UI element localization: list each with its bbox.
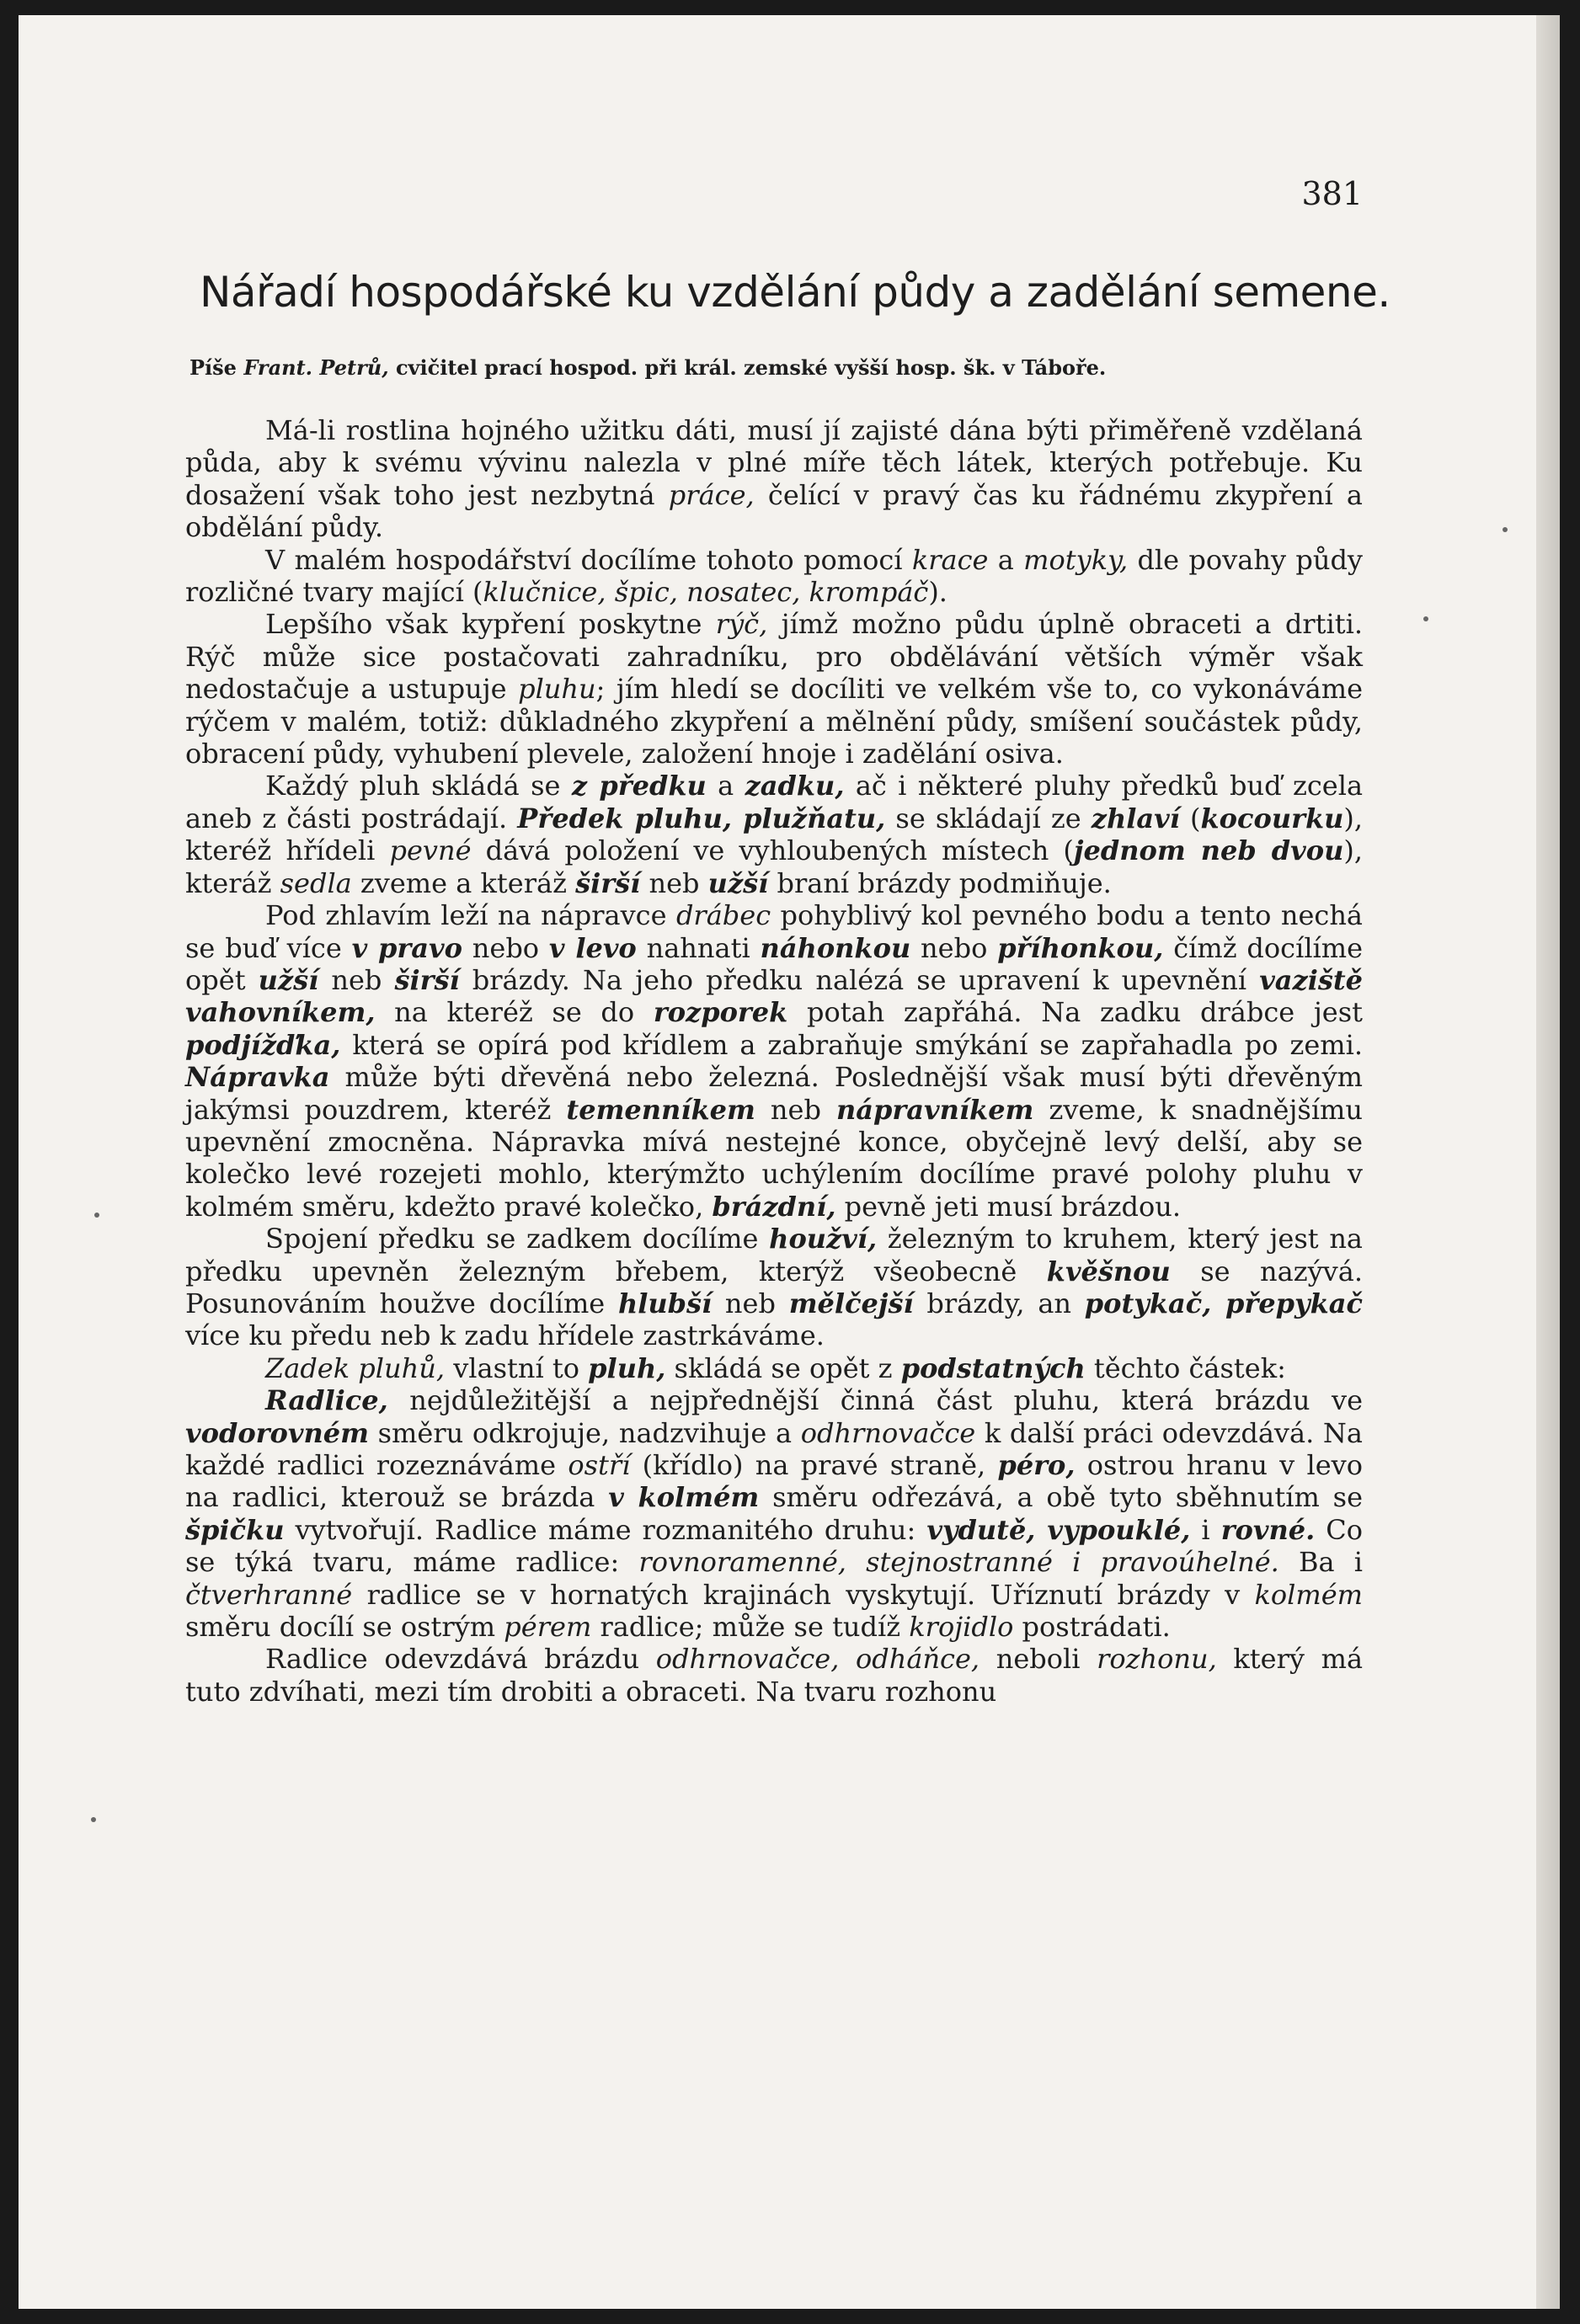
paragraph-5 xyxy=(185,899,1363,1223)
text: Pod zhlavím leží na nápravce xyxy=(265,899,676,932)
text: i xyxy=(1190,1513,1221,1546)
emphasis: hlubší xyxy=(617,1287,713,1319)
text: těchto částek: xyxy=(1085,1351,1286,1384)
emphasis: drábec xyxy=(675,899,771,932)
emphasis: pérem xyxy=(504,1611,592,1644)
page-edge xyxy=(1536,15,1560,2309)
emphasis: kocourku xyxy=(1200,802,1344,834)
text: se skládají ze xyxy=(885,802,1092,834)
paragraph-4 xyxy=(185,770,1363,899)
paragraph-7 xyxy=(185,1352,1363,1384)
emphasis: odhrnovačce, odháňce, xyxy=(655,1643,980,1676)
emphasis: krace xyxy=(911,543,989,576)
text: železným to kruhem, který jest na předku upevněn železným břebem, kterýž všeobecně xyxy=(185,1223,1364,1287)
byline-rest: cvičitel prací hospod. při král. zemské vyšší hosp. šk. v Táboře. xyxy=(395,355,1107,380)
text: brázdy. Na jeho předku nalézá se upravení k upevnění xyxy=(459,963,1260,996)
paragraph-1 xyxy=(185,414,1363,544)
text: potah zapřáhá. Na zadku drábce jest xyxy=(787,996,1364,1029)
text: (křídlo) na pravé straně, xyxy=(630,1449,998,1481)
emphasis: Zadek pluhů, xyxy=(265,1351,446,1384)
text: Každý pluh skládá se xyxy=(265,770,572,802)
emphasis: širší xyxy=(575,866,641,899)
emphasis: rovné. xyxy=(1220,1513,1316,1546)
text: ; jím hledí se docíliti ve velkém vše to, co vykonáváme rýčem v malém, totiž: důkladného zkypření a mělnění půdy, smíšení součástek půdy, obracení půdy, vyhubení plevele, založení hnoje i zadělání osiva. xyxy=(185,673,1364,770)
text: ač i některé pluhy předků buď zcela aneb z části postrádají. xyxy=(185,770,1364,834)
page-number: 381 xyxy=(1301,175,1363,212)
emphasis: houžví, xyxy=(769,1223,878,1255)
byline-prefix: Píše xyxy=(189,355,237,380)
text: dává položení ve vyhloubených místech ( xyxy=(471,834,1074,867)
paragraph-3 xyxy=(185,608,1363,770)
emphasis: vydutě, vypouklé, xyxy=(926,1513,1191,1546)
emphasis: mělčejší xyxy=(788,1287,914,1319)
emphasis: pluhu xyxy=(518,673,596,706)
text: směru docílí se ostrým xyxy=(185,1611,504,1644)
emphasis: pevné xyxy=(389,834,472,867)
emphasis: klučnice, špic, nosatec, krompáč xyxy=(483,576,929,609)
emphasis: Radlice, xyxy=(265,1384,388,1417)
emphasis: podjížďka, xyxy=(185,1028,341,1061)
text: jímž možno půdu úplně obraceti a drtiti. Rýč může sice postačovati zahradníku, pro obdělávání větších výměr však nedostačuje a ustupuje xyxy=(185,608,1364,706)
text: radlice se v hornatých krajinách vyskytují. Uříznutí brázdy v xyxy=(352,1578,1255,1611)
emphasis: kolmém xyxy=(1254,1578,1363,1611)
text: Radlice odevzdává brázdu xyxy=(265,1643,656,1676)
text: zveme a kteráž xyxy=(351,866,576,899)
text: na kteréž se do xyxy=(375,996,654,1029)
emphasis: čtverhranné xyxy=(185,1578,353,1611)
emphasis: péro, xyxy=(997,1449,1076,1481)
emphasis: pluh, xyxy=(588,1351,666,1384)
emphasis: z předku xyxy=(571,770,707,802)
text: ( xyxy=(1179,802,1201,834)
text: směru odkrojuje, nadzvihuje a xyxy=(368,1416,801,1449)
emphasis: jednom neb dvou xyxy=(1073,834,1344,867)
text: čímž docílíme opět xyxy=(185,931,1364,996)
text: nebo xyxy=(910,931,998,964)
text: V malém hospodářství docílíme tohoto pomocí xyxy=(265,543,912,576)
text: ), kteréž hřídeli xyxy=(185,802,1364,867)
text: vlastní to xyxy=(445,1351,589,1384)
emphasis: v kolmém xyxy=(608,1481,760,1514)
text: pevně jeti musí brázdou. xyxy=(835,1190,1182,1223)
text: zveme, k snadnějšímu upevnění zmocněna. Nápravka mívá nestejné konce, obyčejně levý delší, aby se kolečko levé rozejeti mohlo, kterýmžto uchýlením docílíme pravé polohy pluhu v kolmém směru, kdežto pravé kolečko, xyxy=(185,1093,1364,1223)
text: se nazývá. Posunováním houžve docílíme xyxy=(185,1255,1364,1319)
scan-speck xyxy=(1503,527,1508,532)
scan-speck xyxy=(94,1213,99,1218)
text: Lepšího však kypření poskytne xyxy=(265,608,716,641)
text: může býti dřevěná nebo železná. Poslednější však musí býti dřevěným jakýmsi pouzdrem, kteréž xyxy=(185,1061,1363,1126)
byline xyxy=(189,355,1369,380)
text: více ku předu neb k zadu hřídele zastrkáváme. xyxy=(185,1319,825,1352)
text: pohyblivý kol pevného bodu a tento nechá se buď více xyxy=(185,899,1364,964)
emphasis: ostří xyxy=(568,1449,631,1481)
emphasis: příhonkou, xyxy=(997,931,1164,964)
text: která se opírá pod křídlem a zabraňuje smýkání se zapřahadla po zemi. xyxy=(340,1028,1363,1061)
emphasis: rovnoramenné, stejnostranné i pravoúhelné. xyxy=(638,1546,1279,1579)
emphasis: v levo xyxy=(548,931,637,964)
emphasis: špičku xyxy=(185,1513,285,1546)
emphasis: kvěšnou xyxy=(1046,1255,1171,1287)
emphasis: Nápravka xyxy=(185,1061,330,1094)
text: Má-li rostlina hojného užitku dáti, musí jí zajisté dána býti přiměřeně vzdělaná půda, aby k svému vývinu nalezla v plné míře těch látek, kterých potřebuje. Ku dosažení však toho jest nezbytná xyxy=(185,414,1363,511)
emphasis: rýč, xyxy=(715,608,768,641)
text: nebo xyxy=(462,931,549,964)
text: a xyxy=(988,543,1024,576)
text: neb xyxy=(712,1287,789,1319)
paragraph-6 xyxy=(185,1223,1363,1352)
emphasis: vodorovném xyxy=(185,1416,369,1449)
text: skládá se opět z xyxy=(665,1351,901,1384)
text: ostrou hranu v levo na radlici, kterouž se brázda xyxy=(185,1449,1364,1514)
text: neb xyxy=(318,963,395,996)
text: a xyxy=(706,770,745,802)
text: který má tuto zdvíhati, mezi tím drobiti a obraceti. Na tvaru rozhonu xyxy=(185,1643,1364,1708)
article-body xyxy=(185,414,1363,1708)
emphasis: Předek pluhu, plužňatu, xyxy=(517,802,886,834)
emphasis: potykač, přepykač xyxy=(1084,1287,1364,1319)
emphasis: rozporek xyxy=(653,996,788,1029)
emphasis: temenníkem xyxy=(566,1093,755,1126)
text: Spojení předku se zadkem docílíme xyxy=(265,1223,770,1255)
emphasis: sedla xyxy=(280,866,352,899)
text: neb xyxy=(640,866,708,899)
text: braní brázdy podmiňuje. xyxy=(768,866,1112,899)
scan-speck xyxy=(1423,616,1428,621)
article-title: Nářadí hospodářské ku vzdělání půdy a zadělání semene. xyxy=(200,268,1391,317)
text: ). xyxy=(928,576,947,609)
text: postrádati. xyxy=(1013,1611,1171,1644)
scan-speck xyxy=(91,1817,96,1822)
text: nahnati xyxy=(636,931,761,964)
text: dle povahy půdy rozličné tvary mající ( xyxy=(185,543,1363,609)
emphasis: motyky, xyxy=(1023,543,1129,576)
emphasis: užší xyxy=(258,963,319,996)
text: Co se týká tvaru, máme radlice: xyxy=(185,1513,1364,1579)
text: brázdy, an xyxy=(913,1287,1085,1319)
emphasis: rozhonu, xyxy=(1097,1643,1217,1676)
text: čelící v pravý čas ku řádnému zkypření a obdělání půdy. xyxy=(185,478,1364,544)
text: vytvořují. Radlice máme rozmanitého druhu: xyxy=(284,1513,927,1546)
emphasis: náhonkou xyxy=(760,931,911,964)
paragraph-8 xyxy=(185,1384,1363,1643)
text: neboli xyxy=(979,1643,1097,1676)
paragraph-2 xyxy=(185,544,1363,609)
emphasis: v pravo xyxy=(351,931,462,964)
paragraph-9 xyxy=(185,1643,1363,1708)
text: k další práci odevzdává. Na každé radlici rozeznáváme xyxy=(185,1416,1364,1481)
emphasis: odhrnovačce xyxy=(800,1416,976,1449)
emphasis: zhlaví xyxy=(1091,802,1180,834)
byline-author: Frant. Petrů, xyxy=(243,355,389,380)
emphasis: práce, xyxy=(668,478,755,511)
text: radlice; může se tudíž xyxy=(591,1611,910,1644)
emphasis: užší xyxy=(707,866,769,899)
emphasis: podstatných xyxy=(900,1351,1086,1384)
emphasis: brázdní, xyxy=(712,1190,836,1223)
text: neb xyxy=(755,1093,837,1126)
emphasis: krojidlo xyxy=(909,1611,1014,1644)
emphasis: nápravníkem xyxy=(836,1093,1034,1126)
book-page xyxy=(19,15,1560,2309)
text: ), kteráž xyxy=(185,834,1364,899)
emphasis: širší xyxy=(394,963,460,996)
text: nejdůležitější a nejpřednější činná část pluhu, která brázdu ve xyxy=(387,1384,1363,1417)
text: směru odřezává, a obě tyto sběhnutím se xyxy=(759,1481,1364,1514)
emphasis: zadku, xyxy=(745,770,845,802)
text: Ba i xyxy=(1278,1546,1364,1579)
emphasis: vaziště vahovníkem, xyxy=(185,963,1364,1029)
